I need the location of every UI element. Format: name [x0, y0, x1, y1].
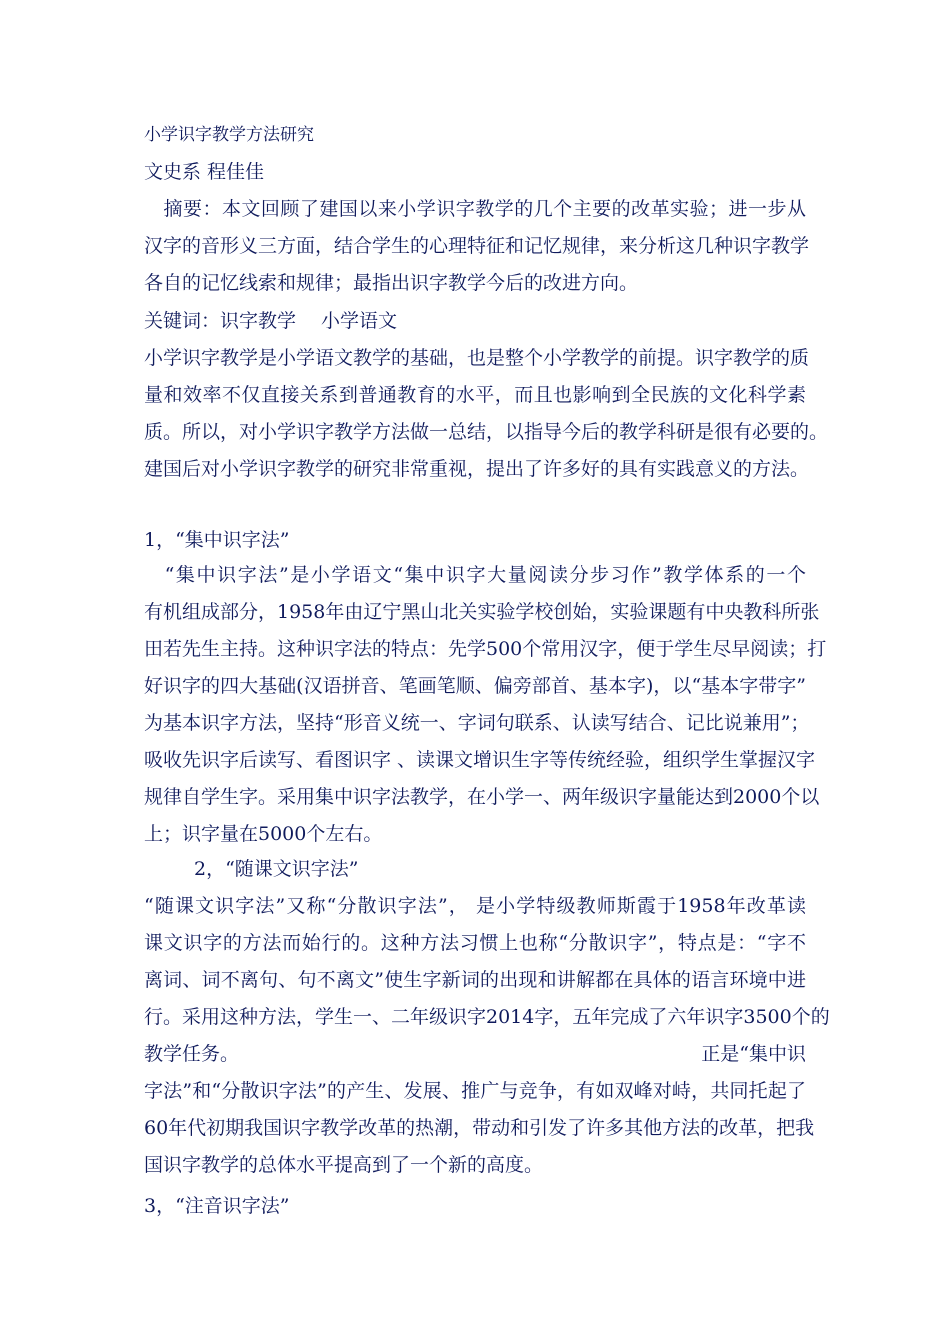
section-2-line: 国识字教学的总体水平提高到了一个新的高度。 [144, 1154, 544, 1176]
section-heading-3: 3，“注音识字法” [144, 1195, 290, 1217]
section-heading-1: 1，“集中识字法” [144, 529, 290, 551]
keywords: 关键词：识字教学 小学语文 [144, 310, 398, 332]
section-2-line: 教学任务。 [144, 1043, 240, 1065]
section-2-line: 60年代初期我国识字教学改革的热潮，带动和引发了许多其他方法的改革，把我 [144, 1117, 815, 1139]
section-1-line: 为基本识字方法，坚持“形音义统一、字词句联系、认读写结合、记比说兼用”； [144, 712, 810, 734]
abstract-line: 摘要：本文回顾了建国以来小学识字教学的几个主要的改革实验；进一步从 [144, 198, 806, 220]
doc-author: 文史系 程佳佳 [144, 161, 265, 183]
section-2-line: 字法”和“分散识字法”的产生、发展、推广与竞争，有如双峰对峙，共同托起了 [144, 1080, 806, 1102]
section-1-line: 有机组成部分，1958年由辽宁黑山北关实验学校创始，实验课题有中央教科所张 [144, 601, 820, 623]
abstract-line: 汉字的音形义三方面，结合学生的心理特征和记忆规律，来分析这几种识字教学 [144, 235, 810, 257]
intro-line: 质。所以，对小学识字教学方法做一总结，以指导今后的教学科研是很有必要的。 [144, 421, 829, 443]
section-heading-2: 2，“随课文识字法” [194, 858, 359, 880]
abstract-line: 各自的记忆线索和规律；最指出识字教学今后的改进方向。 [144, 272, 639, 294]
section-1-line: “集中识字法”是小学语文“集中识字大量阅读分步习作”教学体系的一个 [144, 564, 806, 586]
section-1-line: 规律自学生字。采用集中识字法教学，在小学一、两年级识字量能达到2000个以 [144, 786, 820, 808]
section-1-line: 好识字的四大基础(汉语拼音、笔画笔顺、偏旁部首、基本字)，以“基本字带字” [144, 675, 806, 697]
section-1-line: 吸收先识字后读写、看图识字 、读课文增识生字等传统经验，组织学生掌握汉字 [144, 749, 816, 771]
section-2-line-right: 正是“集中识 [701, 1043, 806, 1065]
doc-title: 小学识字教学方法研究 [144, 125, 314, 145]
section-1-line: 上；识字量在5000个左右。 [144, 823, 383, 845]
section-2-line: 课文识字的方法而始行的。这种方法习惯上也称“分散识字”，特点是：“字不 [144, 932, 806, 954]
section-1-line: 田若先生主持。这种识字法的特点：先学500个常用汉字，便于学生尽早阅读；打 [144, 638, 827, 660]
intro-line: 小学识字教学是小学语文教学的基础，也是整个小学教学的前提。识字教学的质 [144, 347, 810, 369]
intro-line: 建国后对小学识字教学的研究非常重视，提出了许多好的具有实践意义的方法。 [144, 458, 810, 480]
intro-line: 量和效率不仅直接关系到普通教育的水平，而且也影响到全民族的文化科学素 [144, 384, 806, 406]
section-2-line: “随课文识字法”又称“分散识字法”， 是小学特级教师斯霞于1958年改革读 [144, 895, 806, 917]
section-2-line: 行。采用这种方法，学生一、二年级识字2014字，五年完成了六年识字3500个的 [144, 1006, 830, 1028]
section-2-line: 离词、词不离句、句不离文”使生字新词的出现和讲解都在具体的语言环境中进 [144, 969, 806, 991]
